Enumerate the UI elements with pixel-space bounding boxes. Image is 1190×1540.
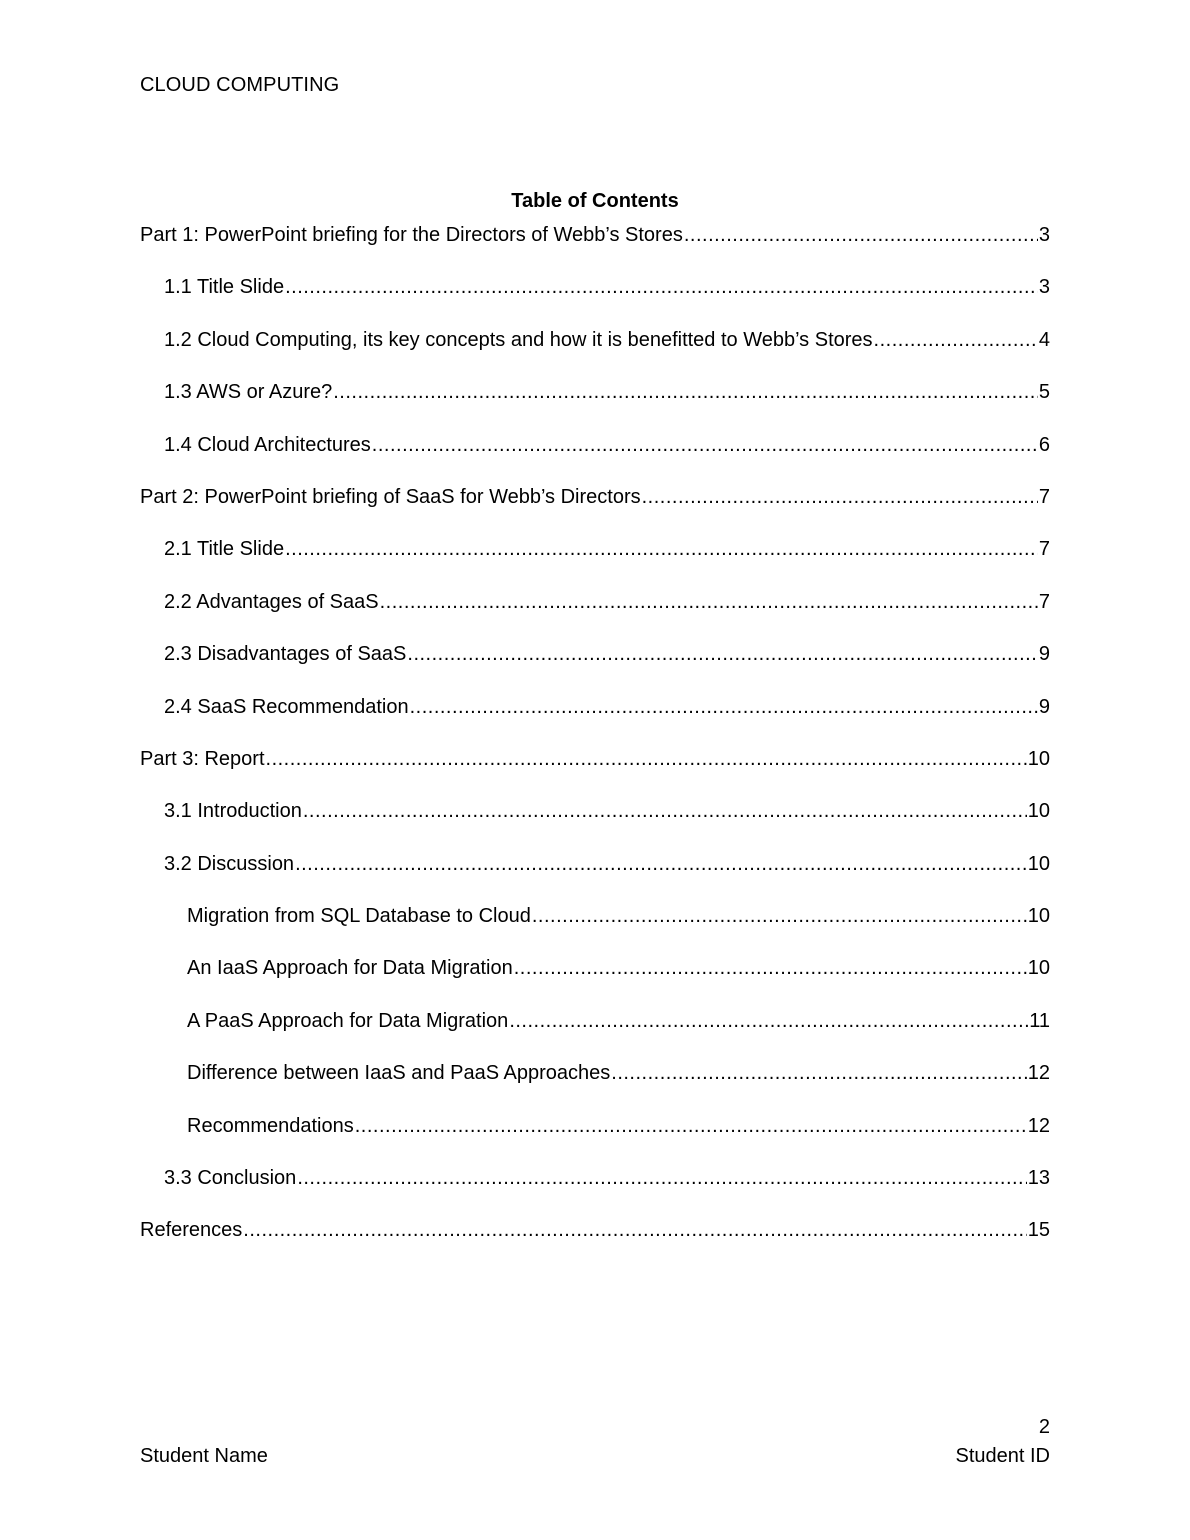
toc-entry-text: Migration from SQL Database to Cloud [187, 905, 531, 928]
toc-dot-leader [372, 432, 1038, 458]
toc-dot-leader [285, 536, 1038, 562]
footer-student-name: Student Name [140, 1445, 268, 1467]
toc-entry-page: 9 [1038, 695, 1050, 718]
toc-entry-page: 13 [1027, 1167, 1050, 1190]
toc-entry-page: 7 [1038, 590, 1050, 613]
toc-entry-recommendations[interactable] [140, 1113, 1050, 1165]
toc-entry-3-2[interactable] [140, 851, 1050, 903]
toc-entry-part-1[interactable] [140, 222, 1050, 274]
toc-dot-leader [874, 327, 1038, 353]
toc-entry-page: 10 [1027, 852, 1050, 875]
toc-dot-leader [642, 484, 1038, 510]
running-head: CLOUD COMPUTING [140, 74, 340, 96]
toc-entry-page: 10 [1027, 800, 1050, 823]
toc-entry-text: Difference between IaaS and PaaS Approaches [187, 1062, 611, 1085]
toc-entry-migration[interactable] [140, 903, 1050, 955]
toc-dot-leader [611, 1060, 1026, 1086]
toc-entry-1-3[interactable] [140, 379, 1050, 431]
toc-entry-page: 10 [1027, 957, 1050, 980]
toc-entry-page: 12 [1027, 1062, 1050, 1085]
toc-entry-text: References [140, 1219, 243, 1242]
toc-dot-leader [514, 955, 1027, 981]
toc-entry-2-4[interactable] [140, 694, 1050, 746]
toc-entry-page: 9 [1038, 643, 1050, 666]
toc-entry-2-3[interactable] [140, 641, 1050, 693]
table-of-contents [140, 222, 1050, 1270]
toc-entry-text: 2.2 Advantages of SaaS [164, 590, 379, 613]
toc-entry-page: 4 [1038, 328, 1050, 351]
toc-dot-leader [333, 379, 1038, 405]
toc-entry-1-1[interactable] [140, 274, 1050, 326]
footer-student-id: Student ID [955, 1445, 1050, 1467]
toc-entry-text: 3.2 Discussion [164, 852, 295, 875]
toc-dot-leader [532, 903, 1027, 929]
toc-entry-references[interactable] [140, 1217, 1050, 1269]
toc-entry-3-1[interactable] [140, 798, 1050, 850]
toc-entry-paas-approach[interactable] [140, 1008, 1050, 1060]
toc-entry-text: 1.2 Cloud Computing, its key concepts and how it is benefitted to Webb’s Stores [164, 328, 873, 351]
toc-entry-2-1[interactable] [140, 536, 1050, 588]
toc-entry-1-4[interactable] [140, 432, 1050, 484]
toc-dot-leader [410, 694, 1038, 720]
toc-dot-leader [266, 746, 1027, 772]
toc-entry-3-3[interactable] [140, 1165, 1050, 1217]
toc-dot-leader [295, 851, 1027, 877]
toc-dot-leader [684, 222, 1038, 248]
toc-dot-leader [243, 1217, 1026, 1243]
toc-entry-difference[interactable] [140, 1060, 1050, 1112]
page-number: 2 [1038, 1416, 1050, 1438]
toc-entry-1-2[interactable] [140, 327, 1050, 379]
toc-entry-part-3[interactable] [140, 746, 1050, 798]
toc-title: Table of Contents [511, 190, 679, 212]
toc-entry-part-2[interactable] [140, 484, 1050, 536]
toc-dot-leader [297, 1165, 1026, 1191]
toc-entry-page: 10 [1027, 747, 1050, 770]
toc-entry-text: 3.3 Conclusion [164, 1167, 297, 1190]
toc-entry-page: 11 [1029, 1009, 1050, 1032]
toc-entry-page: 7 [1038, 485, 1050, 508]
toc-entry-page: 7 [1038, 538, 1050, 561]
toc-entry-text: A PaaS Approach for Data Migration [187, 1009, 509, 1032]
toc-dot-leader [285, 274, 1038, 300]
toc-entry-text: Part 2: PowerPoint briefing of SaaS for Webb’s Directors [140, 485, 641, 508]
toc-dot-leader [380, 589, 1038, 615]
toc-entry-text: Recommendations [187, 1114, 354, 1137]
toc-entry-iaas-approach[interactable] [140, 955, 1050, 1007]
toc-entry-page: 10 [1027, 905, 1050, 928]
toc-entry-text: 1.1 Title Slide [164, 276, 285, 299]
toc-entry-text: An IaaS Approach for Data Migration [187, 957, 513, 980]
toc-entry-text: Part 3: Report [140, 747, 265, 770]
toc-entry-page: 3 [1038, 276, 1050, 299]
toc-dot-leader [407, 641, 1037, 667]
toc-dot-leader [303, 798, 1027, 824]
toc-entry-text: 1.4 Cloud Architectures [164, 433, 371, 456]
toc-entry-page: 15 [1027, 1219, 1050, 1242]
toc-entry-page: 6 [1038, 433, 1050, 456]
toc-entry-2-2[interactable] [140, 589, 1050, 641]
toc-entry-text: 2.3 Disadvantages of SaaS [164, 643, 407, 666]
toc-dot-leader [509, 1008, 1028, 1034]
toc-entry-page: 5 [1038, 381, 1050, 404]
toc-entry-text: 2.1 Title Slide [164, 538, 285, 561]
toc-entry-text: Part 1: PowerPoint briefing for the Directors of Webb’s Stores [140, 224, 683, 246]
toc-entry-text: 1.3 AWS or Azure? [164, 381, 333, 404]
toc-entry-page: 12 [1027, 1114, 1050, 1137]
toc-entry-text: 2.4 SaaS Recommendation [164, 695, 409, 718]
toc-entry-text: 3.1 Introduction [164, 800, 302, 823]
toc-entry-page: 3 [1038, 224, 1050, 246]
toc-dot-leader [355, 1113, 1027, 1139]
